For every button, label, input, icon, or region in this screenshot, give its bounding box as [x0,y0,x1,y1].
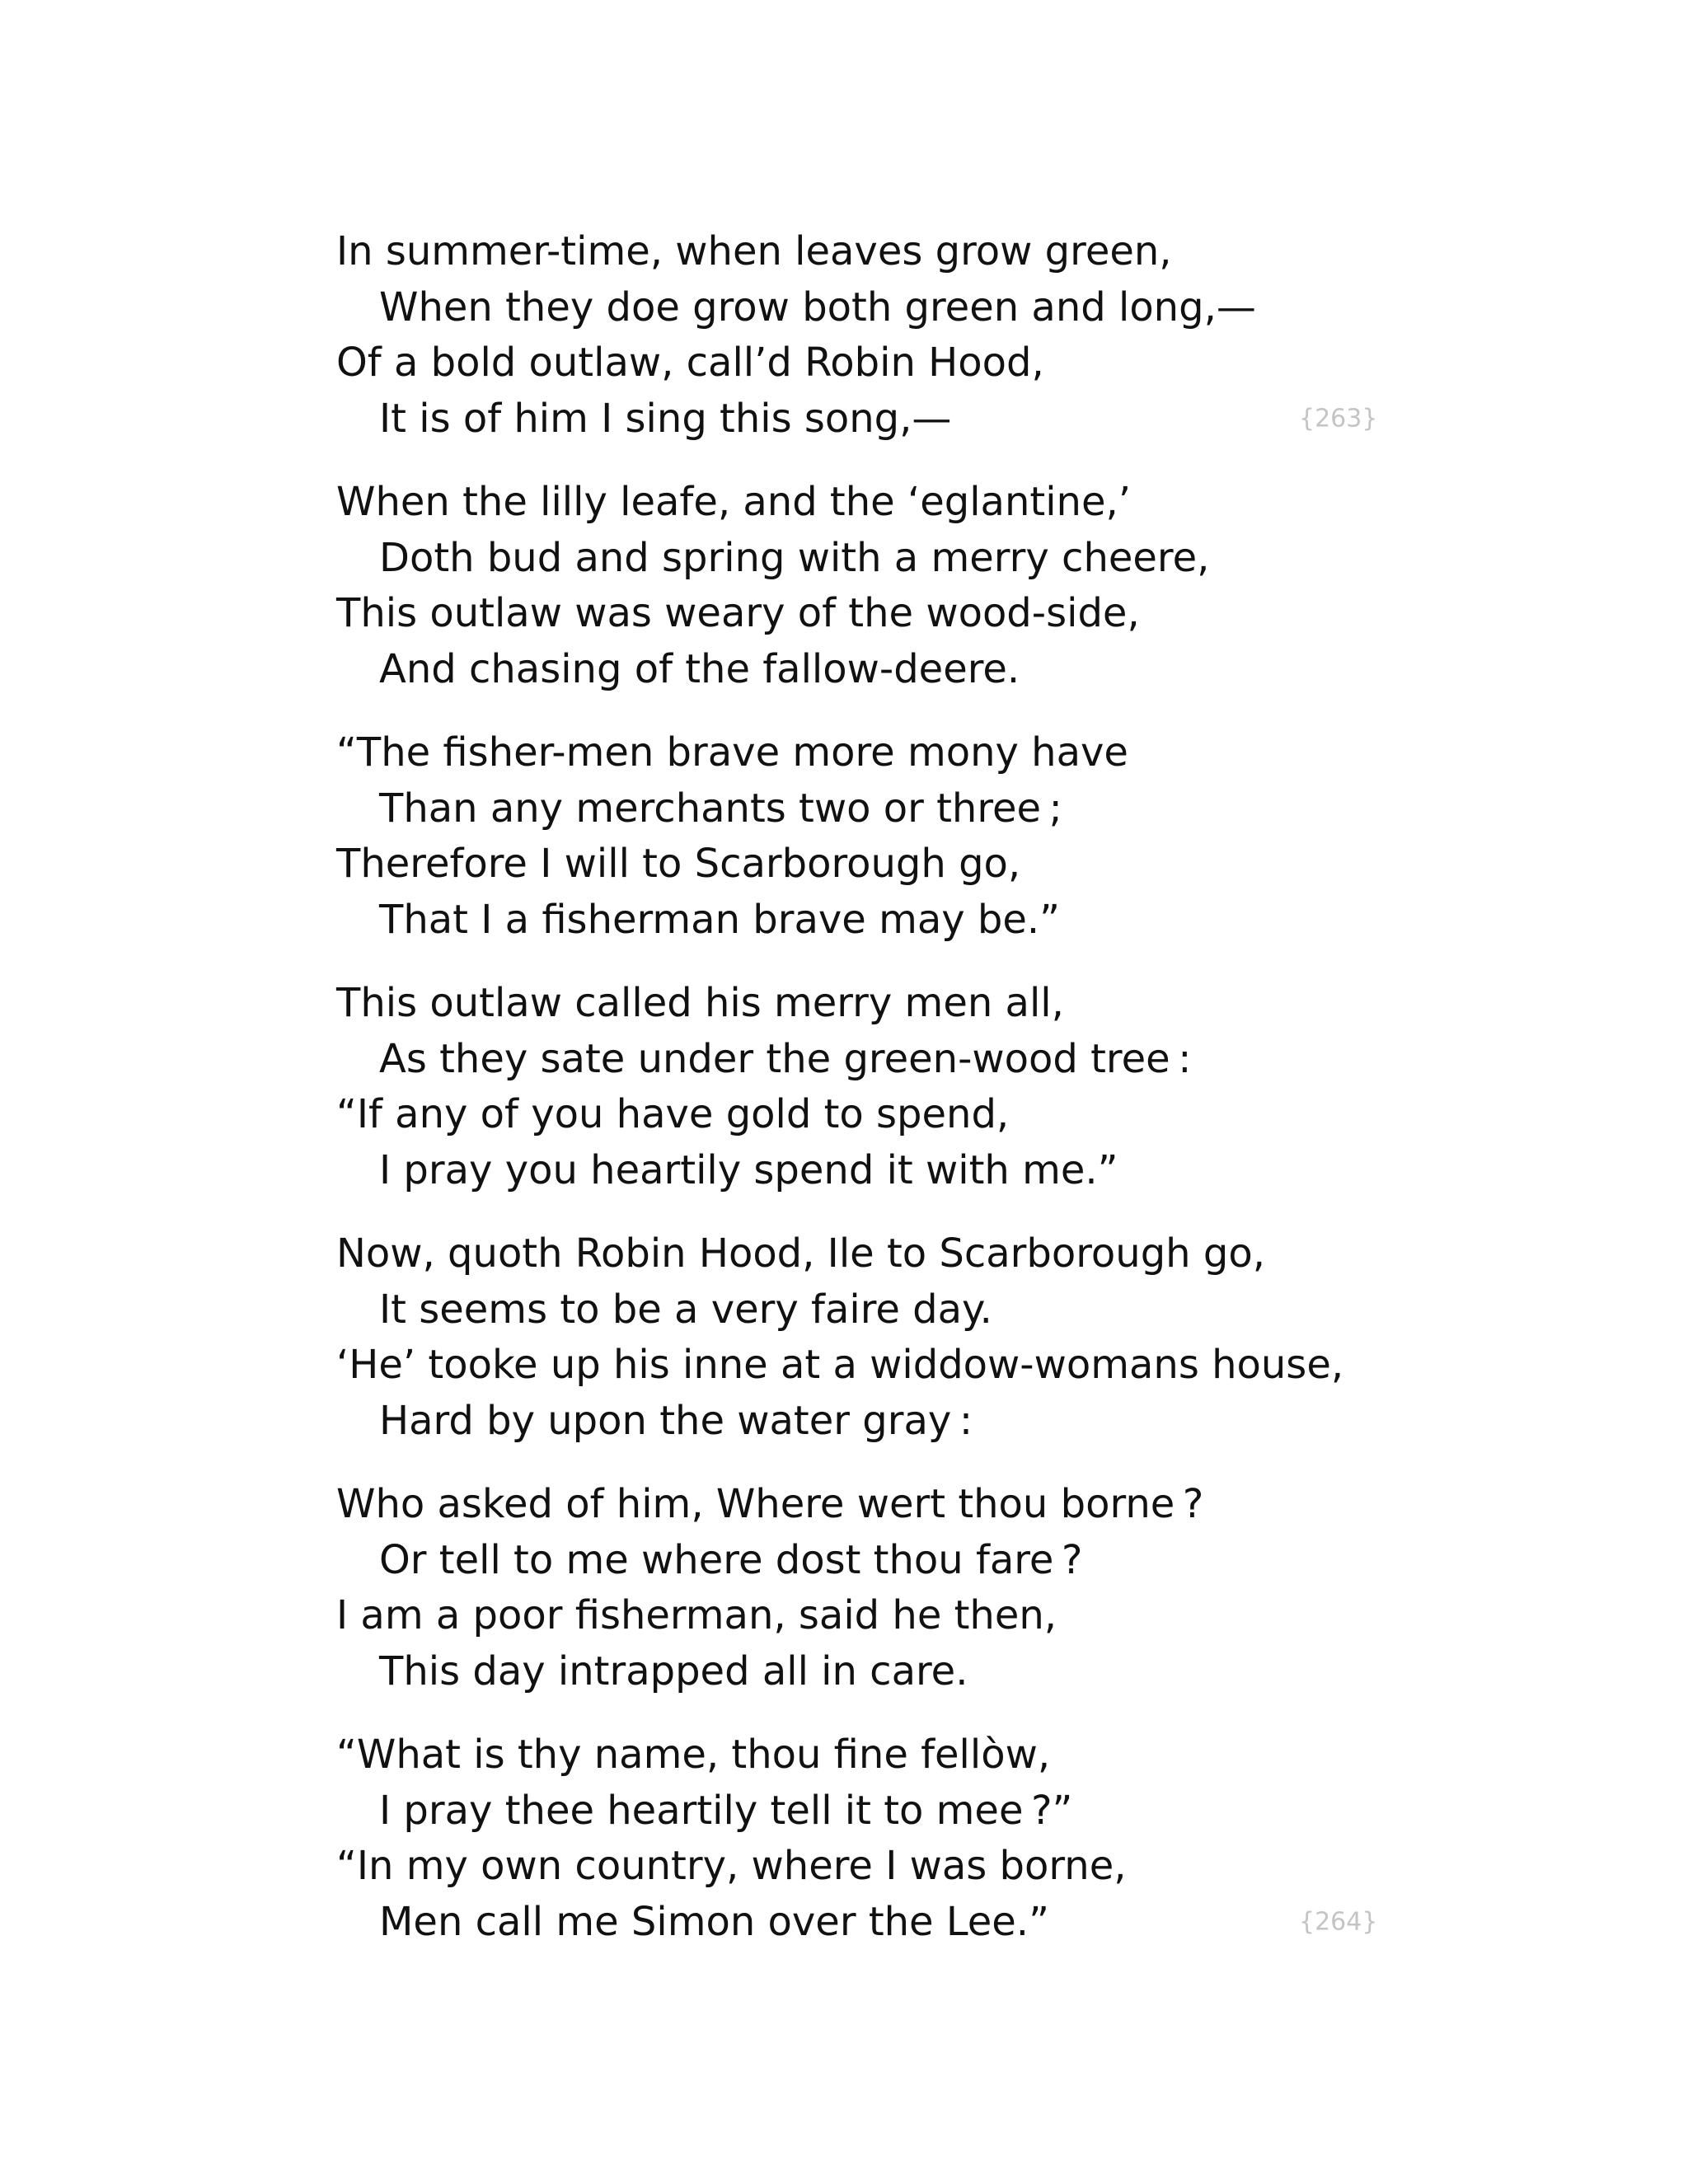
stanza-2 [336,475,1408,697]
page-number: {264} [1299,1907,1378,1937]
poem-line: When the lilly leafe, and the ‘eglantine,’ [336,479,1132,525]
stanza-7 [336,1727,1408,1950]
poem-line: Than any merchants two or three ; [379,785,1062,832]
poem-line: That I a fisherman brave may be.” [379,896,1061,943]
poem-line: In summer-time, when leaves grow green, [336,228,1172,274]
poem-line-with-page-number [336,1895,1408,1951]
poem-line: This day intrapped all in care. [379,1647,968,1694]
poem-line: This outlaw was weary of the wood-side, [336,590,1140,636]
stanza-5 [336,1226,1408,1449]
poem-line: When they doe grow both green and long,— [379,284,1256,330]
poem [336,224,1408,1978]
poem-line: “The fisher-men brave more mony have [336,729,1128,776]
poem-line: Of a bold outlaw, call’d Robin Hood, [336,340,1044,386]
poem-line: And chasing of the fallow-deere. [379,645,1020,692]
poem-line-text: It is of him I sing this song,— [379,395,952,442]
poem-line: Doth bud and spring with a merry cheere, [379,534,1210,581]
poem-line: Or tell to me where dost thou fare ? [379,1536,1083,1583]
poem-line: I pray thee heartily tell it to mee ?” [379,1787,1073,1834]
stanza-4 [336,976,1408,1198]
poem-line: “In my own country, where I was borne, [336,1843,1127,1889]
poem-line: Therefore I will to Scarborough go, [336,841,1021,887]
poem-line-text: Men call me Simon over the Lee.” [379,1898,1049,1945]
poem-line: “If any of you have gold to spend, [336,1091,1010,1137]
poem-line: I am a poor fisherman, said he then, [336,1592,1057,1638]
stanza-1 [336,224,1408,447]
poem-line: This outlaw called his merry men all, [336,980,1064,1026]
poem-line-with-page-number [336,391,1408,448]
page-number: {263} [1299,404,1378,434]
poem-line: I pray you heartily spend it with me.” [379,1146,1118,1193]
poem-line: ‘He’ tooke up his inne at a widdow-womans house, [336,1342,1344,1388]
poem-line: Now, quoth Robin Hood, Ile to Scarborough go, [336,1230,1265,1277]
stanza-3 [336,725,1408,948]
poem-line: Who asked of him, Where wert thou borne ? [336,1481,1204,1527]
stanza-6 [336,1477,1408,1699]
poem-line: As they sate under the green-wood tree : [379,1035,1192,1082]
poem-line: “What is thy name, thou fine fellòw, [336,1732,1051,1778]
poem-line: It seems to be a very faire day. [379,1286,992,1333]
poem-line: Hard by upon the water gray : [379,1397,973,1444]
